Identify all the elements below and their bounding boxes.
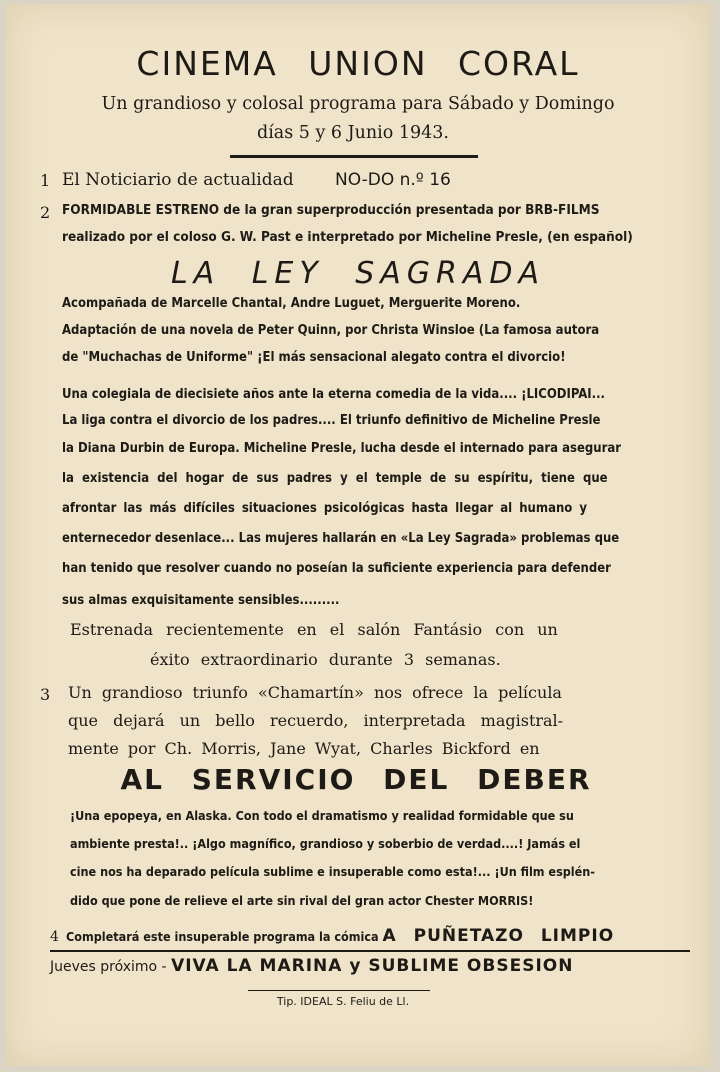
item-number-4: 4 (50, 929, 59, 945)
desc-line: Acompañada de Marcelle Chantal, Andre Luguet, Merguerite Moreno. (62, 296, 521, 311)
desc2-line: dido que pone de relieve el arte sin rival del gran actor Chester MORRIS! (70, 893, 534, 908)
item-4-line (66, 926, 614, 946)
desc2-line: cine nos ha deparado película sublime e insuperable como esta!... ¡Un film esplén- (70, 864, 595, 879)
premiere-note-line: Estrenada recientemente en el salón Fantásio con un (70, 620, 558, 639)
item-number-1: 1 (40, 171, 51, 190)
newsreel-label: El Noticiario de actualidad (62, 170, 294, 190)
film-title-al-servicio-del-deber: AL SERVICIO DEL DEBER (120, 763, 592, 796)
program-dates: días 5 y 6 Junio 1943. (257, 123, 449, 143)
item-3-line: que dejará un bello recuerdo, interpretada magistral- (68, 711, 564, 730)
printer-credit: Tip. IDEAL S. Feliu de Ll. (276, 995, 410, 1008)
item-number-3: 3 (40, 685, 51, 704)
title-divider (230, 155, 478, 158)
desc-line: enternecedor desenlace... Las mujeres hallarán en «La Ley Sagrada» problemas que (62, 531, 620, 546)
desc-line: Una colegiala de diecisiete años ante la eterna comedia de la vida.... ¡LICODIPAI... (62, 387, 605, 402)
desc-line: Adaptación de una novela de Peter Quinn, por Christa Winsloe (La famosa autora (62, 323, 600, 338)
item-2-line-b: realizado por el coloso G. W. Past e interpretado por Micheline Presle, (en español) (62, 229, 633, 245)
item-1-text (62, 170, 451, 190)
footer-divider (50, 950, 690, 952)
printer-divider (248, 990, 430, 991)
item-4-text: Completará este insuperable programa la cómica (66, 929, 379, 944)
next-label: Jueves próximo - (50, 959, 167, 975)
item-2-line-a: FORMIDABLE ESTRENO de la gran superproducción presentada por BRB-FILMS (62, 202, 600, 218)
desc-line: la Diana Durbin de Europa. Micheline Presle, lucha desde el internado para asegurar (62, 441, 622, 456)
desc-line: La liga contra el divorcio de los padres.... El triunfo definitivo de Micheline Presle (62, 413, 601, 428)
nodo-number: NO-DO n.º 16 (335, 170, 451, 190)
item-3-line: Un grandioso triunfo «Chamartín» nos ofrece la película (68, 683, 562, 702)
next-films: VIVA LA MARINA y SUBLIME OBSESION (171, 956, 574, 976)
desc-line: han tenido que resolver cuando no poseían la suficiente experiencia para defender (62, 561, 611, 576)
desc-line: sus almas exquisitamente sensibles......... (62, 593, 340, 608)
desc-line: la existencia del hogar de sus padres y el temple de su espíritu, tiene que (62, 471, 608, 486)
desc2-line: ambiente presta!.. ¡Algo magnífico, grandioso y soberbio de verdad....! Jamás el (70, 836, 581, 851)
desc2-line: ¡Una epopeya, en Alaska. Con todo el dramatismo y realidad formidable que su (70, 808, 574, 823)
desc-line: de "Muchachas de Uniforme" ¡El más sensacional alegato contra el divorcio! (62, 350, 566, 365)
item-number-2: 2 (40, 203, 51, 222)
item-3-line: mente por Ch. Morris, Jane Wyat, Charles Bickford en (68, 739, 540, 758)
short-film-title: A PUÑETAZO LIMPIO (382, 926, 615, 946)
program-subtitle: Un grandioso y colosal programa para Sábado y Domingo (101, 94, 615, 114)
next-thursday (50, 956, 573, 976)
desc-line: afrontar las más difíciles situaciones psicológicas hasta llegar al humano y (62, 501, 588, 516)
premiere-note-line: éxito extraordinario durante 3 semanas. (150, 650, 501, 669)
film-title-la-ley-sagrada: LA LEY SAGRADA (170, 256, 546, 291)
cinema-title: CINEMA UNION CORAL (136, 44, 580, 83)
